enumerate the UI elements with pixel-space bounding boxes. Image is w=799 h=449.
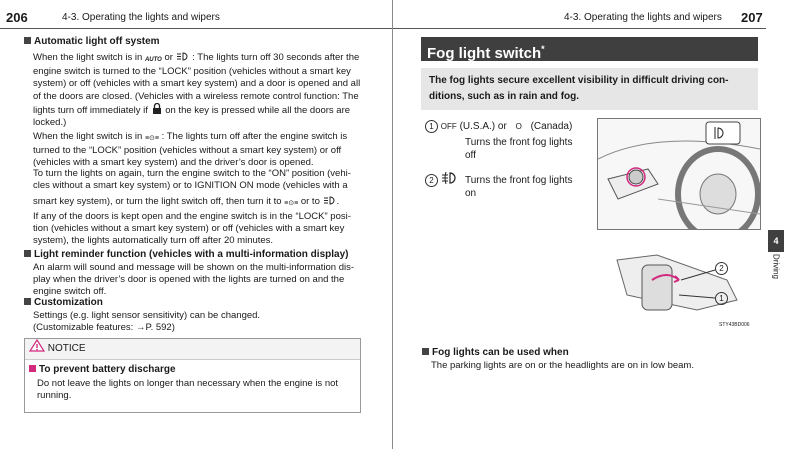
figure-code: STY43BD006 — [719, 322, 750, 328]
figure-callout-2: 2 — [715, 262, 728, 275]
page-number: 206 — [6, 10, 28, 25]
bullet-square-icon — [24, 250, 31, 257]
fog-item-1-label: 1 OFF (U.S.A.) or O (Canada) — [425, 120, 572, 133]
page-title: Fog light switch* — [421, 37, 758, 61]
fog-light-icon — [441, 172, 457, 184]
fog-note-text: The parking lights are on or the headlights are on in low beam. — [431, 360, 694, 371]
fog-item-2-label — [425, 172, 457, 187]
headlight-icon — [323, 196, 337, 205]
notice-subheading: To prevent battery discharge — [29, 364, 176, 375]
chapter-tab: 4 — [768, 230, 784, 252]
notice-box — [24, 338, 361, 413]
off-circle-icon: O — [515, 122, 522, 131]
page-number: 207 — [741, 10, 763, 25]
bullet-square-icon — [24, 298, 31, 305]
bullet-square-icon — [24, 37, 31, 44]
header-rule — [393, 28, 766, 29]
right-page — [393, 0, 799, 449]
customization-text: Settings (e.g. light sensor sensitivity) can be changed. (Customizable features: →P. 592) — [33, 310, 261, 334]
bullet-square-icon — [422, 348, 429, 355]
warning-triangle-icon — [29, 339, 45, 352]
lever-illustration — [597, 240, 759, 335]
running-head: 4-3. Operating the lights and wipers — [564, 12, 722, 23]
auto-icon: AUTO — [144, 57, 162, 63]
fog-item-1-desc: Turns the front fog lights off — [465, 137, 573, 161]
notice-header — [25, 339, 360, 360]
tail-light-icon — [176, 52, 190, 61]
lock-icon — [151, 103, 163, 114]
figure-callout-1: 1 — [715, 292, 728, 305]
auto-light-off-paragraph-2: When the light switch is in ≡⊙≡ : The lights turn off after the engine switch is turned to the “LOCK” position (vehicles without a smart key system) or off (vehicles with a smart key system) and the driver’s door is opened. — [33, 131, 348, 169]
pink-bullet-icon — [29, 365, 36, 372]
callout-number-1: 1 — [425, 120, 438, 133]
section-heading-light-reminder: Light reminder function (vehicles with a multi-information display) — [24, 249, 348, 260]
light-reminder-text: An alarm will sound and message will be shown on the multi-information dis- play when the driver’s door is opened with the lights are turned on and the engine switch off. — [33, 262, 355, 298]
dashboard-illustration — [598, 119, 760, 229]
section-heading-auto-light-off: Automatic light off system — [24, 36, 160, 47]
auto-light-off-paragraph-1: When the light switch is in AUTO or : The lights turn off 30 seconds after the engine switch is turned to the “LOCK” position (vehicles without a smart key system) or off (vehicles with a smart key system) and a door is opened and all of the doors are closed. (Vehicles with a wireless remote control function: The lights turn off immediately if on the key is pressed while all the doors are locked.) — [33, 52, 361, 129]
fog-note-heading: Fog lights can be used when — [422, 347, 569, 358]
fog-item-2-desc: Turns the front fog lights on — [465, 175, 573, 199]
tail-light-small-icon: ≡⊙≡ — [284, 200, 299, 208]
notice-label: NOTICE — [47, 343, 86, 354]
header-rule — [0, 28, 392, 29]
chapter-tab-label: Driving — [771, 254, 781, 279]
section-heading-customization: Customization — [24, 297, 103, 308]
off-label: OFF — [440, 122, 457, 131]
auto-light-off-paragraph-3: To turn the lights on again, turn the engine switch to the “ON” position (vehi- cles without a smart key system) or to IGNITION ON mode (vehicles with a smart key system), or turn the light switch off, then turn it to ≡⊙≡ or to . — [33, 168, 361, 211]
lead-paragraph: The fog lights secure excellent visibility in difficult driving con- ditions, such as in rain and fog. — [421, 68, 758, 110]
lever-figure — [597, 240, 759, 335]
callout-number-2: 2 — [425, 174, 438, 187]
notice-text: Do not leave the lights on longer than necessary when the engine is not running. — [37, 378, 339, 402]
auto-light-off-paragraph-4: If any of the doors is kept open and the engine switch is in the “LOCK” posi- tion (vehicles without a smart key system) or off (vehicles with a smart key system), the lights automatically turn off after 20 minutes. — [33, 211, 351, 247]
left-page — [0, 0, 393, 449]
running-head: 4-3. Operating the lights and wipers — [62, 12, 220, 23]
dashboard-figure — [597, 118, 761, 230]
tail-light-small-icon: ≡⊙≡ — [144, 135, 159, 142]
